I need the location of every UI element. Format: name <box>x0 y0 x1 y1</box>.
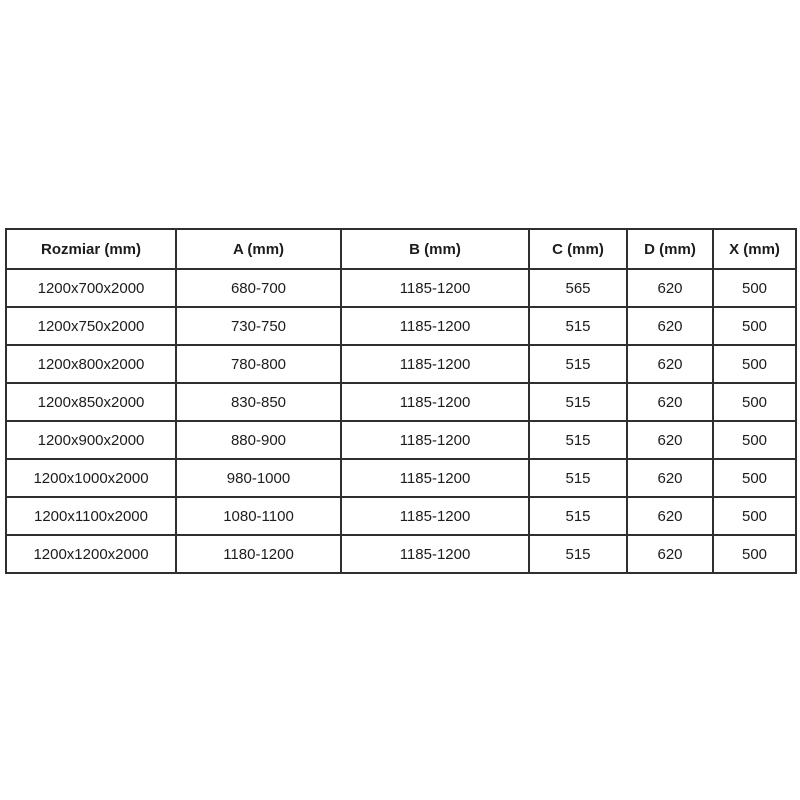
table-cell: 620 <box>627 383 713 421</box>
table-cell: 830-850 <box>176 383 341 421</box>
table-cell: 620 <box>627 269 713 307</box>
table-cell: 1185-1200 <box>341 269 529 307</box>
table-cell: 1185-1200 <box>341 535 529 573</box>
header-cell-c: C (mm) <box>529 229 627 269</box>
table-cell: 515 <box>529 421 627 459</box>
table-row <box>6 459 796 497</box>
table-cell: 1200x700x2000 <box>6 269 176 307</box>
table-cell: 1200x900x2000 <box>6 421 176 459</box>
header-cell-rozmiar: Rozmiar (mm) <box>6 229 176 269</box>
table-cell: 1185-1200 <box>341 383 529 421</box>
table-cell: 1200x1000x2000 <box>6 459 176 497</box>
table-cell: 730-750 <box>176 307 341 345</box>
table-row <box>6 269 796 307</box>
table-cell: 515 <box>529 497 627 535</box>
table-cell: 1185-1200 <box>341 497 529 535</box>
table-cell: 515 <box>529 383 627 421</box>
table-row <box>6 497 796 535</box>
table-cell: 980-1000 <box>176 459 341 497</box>
table-cell: 500 <box>713 269 796 307</box>
table-cell: 1185-1200 <box>341 345 529 383</box>
table-row <box>6 535 796 573</box>
table-cell: 1180-1200 <box>176 535 341 573</box>
table-cell: 780-800 <box>176 345 341 383</box>
table-row <box>6 345 796 383</box>
header-cell-b: B (mm) <box>341 229 529 269</box>
table-cell: 515 <box>529 459 627 497</box>
header-cell-a: A (mm) <box>176 229 341 269</box>
table-cell: 1185-1200 <box>341 421 529 459</box>
table-cell: 500 <box>713 345 796 383</box>
table-cell: 620 <box>627 421 713 459</box>
table-cell: 500 <box>713 421 796 459</box>
table-row <box>6 307 796 345</box>
table-header-row <box>6 229 796 269</box>
table-cell: 500 <box>713 535 796 573</box>
table-cell: 880-900 <box>176 421 341 459</box>
table-cell: 1200x850x2000 <box>6 383 176 421</box>
table-cell: 500 <box>713 307 796 345</box>
table-cell: 1200x1100x2000 <box>6 497 176 535</box>
table-cell: 1185-1200 <box>341 459 529 497</box>
header-cell-x: X (mm) <box>713 229 796 269</box>
table-cell: 565 <box>529 269 627 307</box>
table-cell: 1200x1200x2000 <box>6 535 176 573</box>
table-cell: 620 <box>627 459 713 497</box>
table-row <box>6 383 796 421</box>
table-cell: 1200x800x2000 <box>6 345 176 383</box>
table-cell: 500 <box>713 383 796 421</box>
table-cell: 620 <box>627 535 713 573</box>
table-cell: 500 <box>713 497 796 535</box>
table-cell: 515 <box>529 345 627 383</box>
table-cell: 500 <box>713 459 796 497</box>
table-cell: 515 <box>529 535 627 573</box>
table-cell: 620 <box>627 307 713 345</box>
header-cell-d: D (mm) <box>627 229 713 269</box>
table-cell: 1080-1100 <box>176 497 341 535</box>
table-cell: 1200x750x2000 <box>6 307 176 345</box>
table-row <box>6 421 796 459</box>
table-cell: 515 <box>529 307 627 345</box>
table-cell: 620 <box>627 345 713 383</box>
table-cell: 680-700 <box>176 269 341 307</box>
size-specification-table <box>5 228 797 574</box>
table-cell: 1185-1200 <box>341 307 529 345</box>
table-cell: 620 <box>627 497 713 535</box>
